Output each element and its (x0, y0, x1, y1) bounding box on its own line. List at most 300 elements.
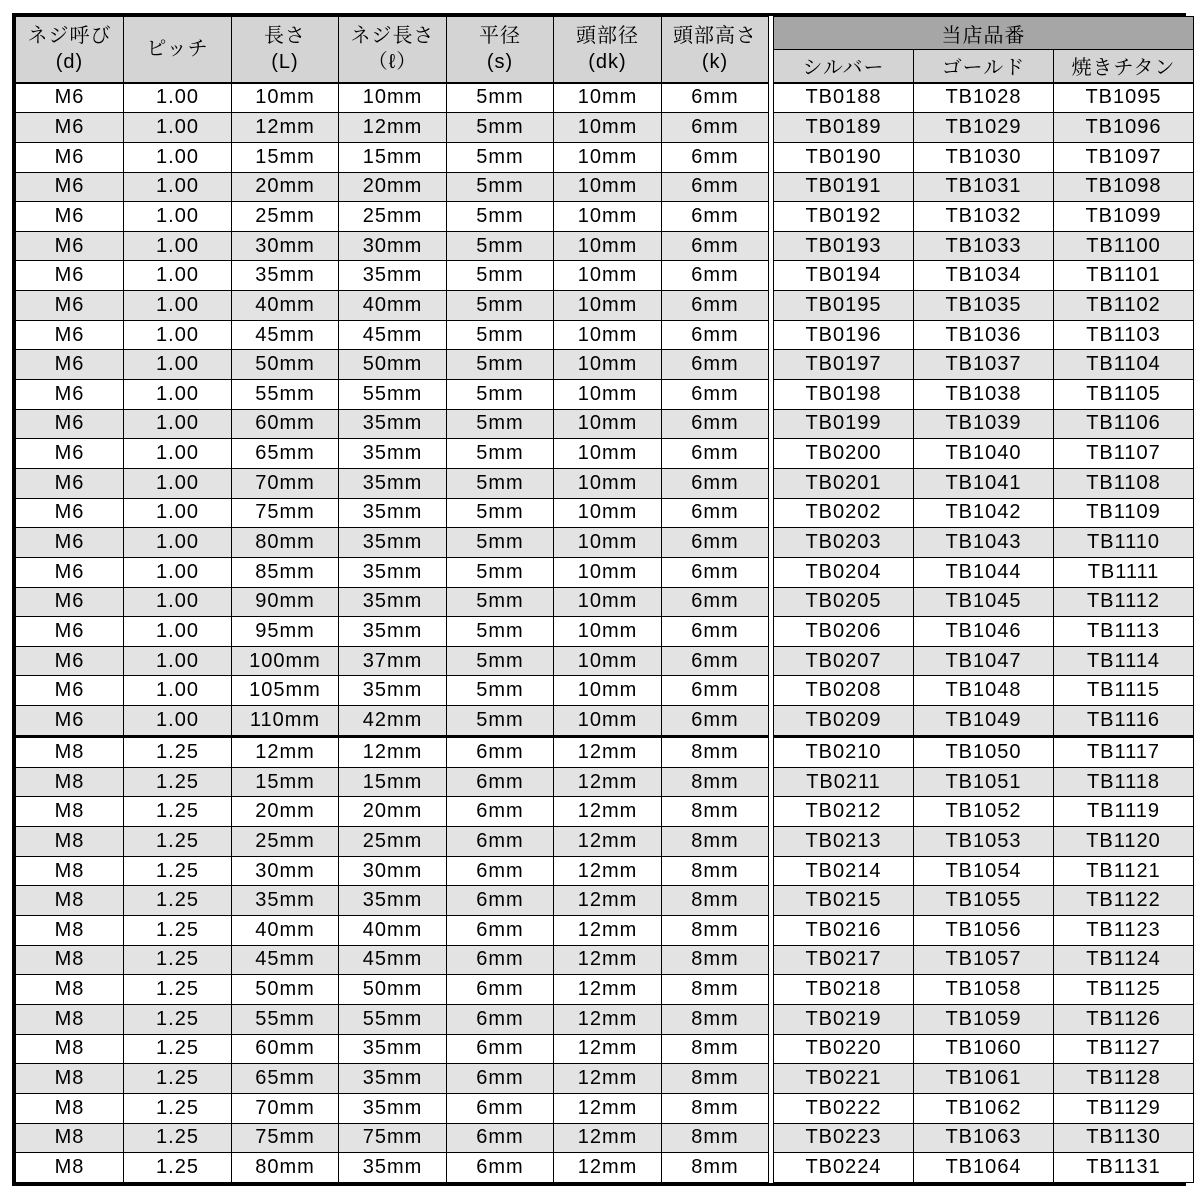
table-cell: 35mm (339, 886, 447, 916)
table-cell: TB1119 (1054, 797, 1194, 827)
table-cell: TB0224 (774, 1153, 914, 1183)
table-cell: 35mm (339, 557, 447, 587)
table-cell: M8 (16, 1064, 124, 1094)
table-cell: M8 (16, 736, 124, 767)
table-cell: 60mm (232, 409, 339, 439)
table-row (16, 676, 1194, 706)
table-cell: M6 (16, 617, 124, 647)
table-cell: 35mm (339, 1153, 447, 1183)
table-row (16, 975, 1194, 1005)
table-cell: 8mm (662, 827, 769, 857)
table-cell: TB1105 (1054, 380, 1194, 410)
table-cell: M6 (16, 83, 124, 113)
table-cell: TB1028 (914, 83, 1054, 113)
table-cell: TB1123 (1054, 916, 1194, 946)
table-cell: 8mm (662, 1123, 769, 1153)
table-cell: TB1130 (1054, 1123, 1194, 1153)
table-cell: TB0200 (774, 439, 914, 469)
header-label: 頭部高さ (673, 25, 757, 48)
table-cell: 1.00 (124, 320, 232, 350)
table-row (16, 1064, 1194, 1094)
table-cell: TB1064 (914, 1153, 1054, 1183)
table-cell: TB0189 (774, 113, 914, 143)
table-cell: 1.00 (124, 646, 232, 676)
table-cell: TB1054 (914, 856, 1054, 886)
table-row (16, 557, 1194, 587)
table-cell: TB1118 (1054, 767, 1194, 797)
table-row (16, 767, 1194, 797)
table-cell: 12mm (554, 1123, 662, 1153)
table-cell: 105mm (232, 676, 339, 706)
table-cell: M8 (16, 975, 124, 1005)
table-cell: 12mm (554, 1064, 662, 1094)
table-cell: TB0222 (774, 1093, 914, 1123)
header-label: 長さ (264, 25, 306, 48)
table-cell: M6 (16, 380, 124, 410)
table-cell: 1.00 (124, 528, 232, 558)
table-cell: M8 (16, 945, 124, 975)
table-cell: M8 (16, 1153, 124, 1183)
table-cell: 5mm (447, 113, 554, 143)
table-cell: 6mm (662, 320, 769, 350)
table-cell: 6mm (447, 1004, 554, 1034)
table-cell: 12mm (554, 945, 662, 975)
table-cell: 8mm (662, 886, 769, 916)
table-cell: 45mm (232, 945, 339, 975)
table-cell: TB1056 (914, 916, 1054, 946)
table-row (16, 856, 1194, 886)
table-cell: 6mm (447, 736, 554, 767)
table-cell: 95mm (232, 617, 339, 647)
table-cell: 12mm (339, 113, 447, 143)
table-cell: 30mm (232, 231, 339, 261)
table-row (16, 1123, 1194, 1153)
table-cell: 6mm (662, 498, 769, 528)
table-cell: TB1100 (1054, 231, 1194, 261)
table-row (16, 172, 1194, 202)
table-cell: 110mm (232, 706, 339, 737)
table-cell: TB1031 (914, 172, 1054, 202)
table-cell: 8mm (662, 945, 769, 975)
table-cell: 5mm (447, 646, 554, 676)
table-cell: 12mm (554, 827, 662, 857)
table-cell: TB1102 (1054, 291, 1194, 321)
table-cell: 15mm (339, 767, 447, 797)
header-label: ネジ長さ (350, 25, 435, 48)
table-cell: 12mm (554, 1034, 662, 1064)
table-cell: TB1095 (1054, 83, 1194, 113)
table-cell: 10mm (232, 83, 339, 113)
table-cell: 5mm (447, 617, 554, 647)
table-cell: TB1121 (1054, 856, 1194, 886)
table-cell: 30mm (232, 856, 339, 886)
table-cell: TB0212 (774, 797, 914, 827)
header-silver: シルバー (774, 50, 914, 83)
table-cell: 65mm (232, 1064, 339, 1094)
table-cell: 12mm (232, 736, 339, 767)
table-cell: 5mm (447, 291, 554, 321)
table-cell: M6 (16, 498, 124, 528)
table-cell: TB1111 (1054, 557, 1194, 587)
header-sub-label: （ℓ） (367, 51, 418, 74)
table-cell: 35mm (339, 617, 447, 647)
table-cell: 45mm (339, 320, 447, 350)
header-burnt-titanium: 焼きチタン (1054, 50, 1194, 83)
table-cell: 6mm (662, 291, 769, 321)
table-cell: 35mm (339, 587, 447, 617)
table-cell: TB0201 (774, 468, 914, 498)
table-cell: 40mm (339, 291, 447, 321)
table-cell: TB1131 (1054, 1153, 1194, 1183)
table-cell: 6mm (662, 142, 769, 172)
table-cell: TB0197 (774, 350, 914, 380)
table-cell: M8 (16, 827, 124, 857)
spec-table-container (12, 13, 1186, 1186)
header-sub-label: (dk) (588, 51, 627, 74)
table-cell: TB0202 (774, 498, 914, 528)
table-cell: 35mm (339, 261, 447, 291)
table-cell: 1.00 (124, 291, 232, 321)
table-cell: TB1126 (1054, 1004, 1194, 1034)
table-cell: 12mm (554, 767, 662, 797)
table-cell: 55mm (232, 1004, 339, 1034)
table-cell: 1.25 (124, 975, 232, 1005)
table-cell: 12mm (554, 1153, 662, 1183)
table-cell: TB0194 (774, 261, 914, 291)
table-cell: TB1043 (914, 528, 1054, 558)
table-cell: TB0223 (774, 1123, 914, 1153)
table-row (16, 646, 1194, 676)
table-cell: TB0198 (774, 380, 914, 410)
table-cell: 6mm (662, 350, 769, 380)
table-cell: 35mm (232, 261, 339, 291)
table-row (16, 617, 1194, 647)
table-cell: TB1035 (914, 291, 1054, 321)
table-cell: TB0196 (774, 320, 914, 350)
table-cell: 5mm (447, 83, 554, 113)
table-cell: 5mm (447, 706, 554, 737)
table-row (16, 113, 1194, 143)
table-cell: 8mm (662, 736, 769, 767)
table-cell: 1.25 (124, 1064, 232, 1094)
table-cell: 5mm (447, 202, 554, 232)
table-cell: 1.00 (124, 172, 232, 202)
table-cell: TB0220 (774, 1034, 914, 1064)
header-pitch (124, 17, 232, 83)
table-cell: 35mm (339, 498, 447, 528)
table-cell: TB1107 (1054, 439, 1194, 469)
table-cell: 50mm (232, 975, 339, 1005)
table-cell: 1.00 (124, 587, 232, 617)
table-cell: TB1044 (914, 557, 1054, 587)
table-cell: 1.00 (124, 468, 232, 498)
table-row (16, 350, 1194, 380)
table-cell: M6 (16, 142, 124, 172)
table-cell: 45mm (232, 320, 339, 350)
table-cell: 12mm (554, 975, 662, 1005)
table-cell: 5mm (447, 528, 554, 558)
table-cell: 1.25 (124, 856, 232, 886)
header-thread-length (339, 17, 447, 83)
table-cell: TB1032 (914, 202, 1054, 232)
table-cell: TB0210 (774, 736, 914, 767)
table-cell: 10mm (554, 350, 662, 380)
table-cell: TB0209 (774, 706, 914, 737)
table-row (16, 142, 1194, 172)
table-cell: 1.00 (124, 676, 232, 706)
table-cell: 8mm (662, 1064, 769, 1094)
table-cell: M8 (16, 1123, 124, 1153)
table-cell: 6mm (662, 83, 769, 113)
table-cell: 35mm (339, 1093, 447, 1123)
table-cell: 5mm (447, 557, 554, 587)
table-cell: 5mm (447, 409, 554, 439)
table-row (16, 202, 1194, 232)
table-cell: 6mm (662, 617, 769, 647)
table-cell: 30mm (339, 856, 447, 886)
table-cell: M8 (16, 916, 124, 946)
table-cell: TB1120 (1054, 827, 1194, 857)
table-cell: TB0213 (774, 827, 914, 857)
table-cell: 6mm (447, 1123, 554, 1153)
table-cell: 15mm (232, 767, 339, 797)
table-cell: 10mm (554, 528, 662, 558)
table-cell: M6 (16, 113, 124, 143)
table-cell: 10mm (554, 498, 662, 528)
table-cell: TB1059 (914, 1004, 1054, 1034)
table-cell: 55mm (339, 1004, 447, 1034)
table-cell: TB1034 (914, 261, 1054, 291)
table-cell: 10mm (554, 409, 662, 439)
table-cell: M6 (16, 676, 124, 706)
table-cell: TB1096 (1054, 113, 1194, 143)
table-cell: 100mm (232, 646, 339, 676)
table-cell: TB1048 (914, 676, 1054, 706)
table-cell: 1.00 (124, 261, 232, 291)
table-cell: TB1104 (1054, 350, 1194, 380)
header-row-main (16, 17, 1194, 50)
table-cell: M6 (16, 261, 124, 291)
header-sub-label: (k) (701, 51, 729, 74)
table-cell: 5mm (447, 172, 554, 202)
table-cell: 1.25 (124, 827, 232, 857)
table-cell: 1.25 (124, 1153, 232, 1183)
table-row (16, 528, 1194, 558)
table-row (16, 83, 1194, 113)
table-cell: TB0208 (774, 676, 914, 706)
table-cell: 6mm (447, 856, 554, 886)
table-cell: 10mm (554, 468, 662, 498)
table-cell: M6 (16, 528, 124, 558)
header-length (232, 17, 339, 83)
table-cell: 1.25 (124, 916, 232, 946)
table-cell: 8mm (662, 1034, 769, 1064)
table-cell: 35mm (339, 1064, 447, 1094)
table-cell: TB0219 (774, 1004, 914, 1034)
header-flat-width (447, 17, 554, 83)
table-cell: 1.00 (124, 231, 232, 261)
table-cell: 15mm (339, 142, 447, 172)
table-cell: 1.25 (124, 1093, 232, 1123)
table-cell: 5mm (447, 587, 554, 617)
table-cell: 50mm (339, 975, 447, 1005)
table-cell: 45mm (339, 945, 447, 975)
table-cell: 10mm (554, 172, 662, 202)
table-cell: TB1097 (1054, 142, 1194, 172)
table-cell: M8 (16, 767, 124, 797)
table-cell: TB0190 (774, 142, 914, 172)
table-cell: TB0206 (774, 617, 914, 647)
table-cell: 55mm (339, 380, 447, 410)
table-cell: 5mm (447, 320, 554, 350)
table-cell: 65mm (232, 439, 339, 469)
table-cell: 70mm (232, 468, 339, 498)
table-cell: 1.25 (124, 736, 232, 767)
table-cell: 75mm (339, 1123, 447, 1153)
table-cell: 60mm (232, 1034, 339, 1064)
table-cell: 1.25 (124, 1123, 232, 1153)
table-row (16, 261, 1194, 291)
table-cell: 8mm (662, 1093, 769, 1123)
table-row (16, 1153, 1194, 1183)
table-cell: TB1045 (914, 587, 1054, 617)
table-cell: TB1041 (914, 468, 1054, 498)
table-cell: TB0195 (774, 291, 914, 321)
table-cell: 6mm (662, 409, 769, 439)
table-cell: 20mm (339, 172, 447, 202)
table-cell: TB1053 (914, 827, 1054, 857)
table-cell: 40mm (339, 916, 447, 946)
table-cell: TB0217 (774, 945, 914, 975)
table-cell: 10mm (554, 676, 662, 706)
table-row (16, 886, 1194, 916)
table-cell: 10mm (554, 83, 662, 113)
table-cell: TB0203 (774, 528, 914, 558)
table-cell: 6mm (662, 231, 769, 261)
table-cell: TB1029 (914, 113, 1054, 143)
table-cell: M6 (16, 439, 124, 469)
table-cell: 10mm (554, 439, 662, 469)
table-cell: 10mm (554, 706, 662, 737)
table-cell: TB1058 (914, 975, 1054, 1005)
table-cell: 6mm (662, 202, 769, 232)
header-part-number-group: 当店品番 (774, 17, 1194, 50)
table-cell: 80mm (232, 1153, 339, 1183)
table-cell: 12mm (554, 856, 662, 886)
table-cell: TB0188 (774, 83, 914, 113)
table-cell: TB1030 (914, 142, 1054, 172)
table-row (16, 706, 1194, 737)
table-row (16, 231, 1194, 261)
table-cell: TB1124 (1054, 945, 1194, 975)
table-cell: 6mm (447, 945, 554, 975)
table-cell: TB1061 (914, 1064, 1054, 1094)
table-cell: 50mm (232, 350, 339, 380)
table-cell: 1.25 (124, 767, 232, 797)
table-cell: TB1108 (1054, 468, 1194, 498)
table-cell: M6 (16, 172, 124, 202)
header-sub-label: (d) (55, 51, 84, 74)
table-cell: M6 (16, 468, 124, 498)
table-cell: 12mm (554, 1004, 662, 1034)
header-sub-label: (s) (486, 51, 514, 74)
table-cell: TB1127 (1054, 1034, 1194, 1064)
table-cell: TB1040 (914, 439, 1054, 469)
table-cell: 1.00 (124, 350, 232, 380)
table-cell: 1.25 (124, 1004, 232, 1034)
table-cell: 25mm (232, 827, 339, 857)
table-cell: M6 (16, 409, 124, 439)
table-cell: M8 (16, 1004, 124, 1034)
table-cell: 6mm (447, 1153, 554, 1183)
table-cell: 5mm (447, 498, 554, 528)
table-cell: 10mm (554, 113, 662, 143)
table-cell: TB1117 (1054, 736, 1194, 767)
table-cell: M6 (16, 706, 124, 737)
table-cell: 6mm (662, 172, 769, 202)
table-cell: TB0207 (774, 646, 914, 676)
table-cell: M6 (16, 350, 124, 380)
table-cell: M6 (16, 202, 124, 232)
table-cell: 10mm (554, 231, 662, 261)
table-cell: 75mm (232, 498, 339, 528)
table-cell: 5mm (447, 350, 554, 380)
table-cell: TB1113 (1054, 617, 1194, 647)
table-cell: 10mm (554, 291, 662, 321)
table-cell: TB1055 (914, 886, 1054, 916)
table-cell: TB1036 (914, 320, 1054, 350)
header-gold: ゴールド (914, 50, 1054, 83)
table-cell: TB1037 (914, 350, 1054, 380)
table-row (16, 736, 1194, 767)
table-cell: 1.25 (124, 797, 232, 827)
table-cell: 1.00 (124, 409, 232, 439)
header-label: ピッチ (146, 38, 209, 61)
table-cell: TB1109 (1054, 498, 1194, 528)
table-cell: 40mm (232, 916, 339, 946)
table-cell: TB1103 (1054, 320, 1194, 350)
table-row (16, 468, 1194, 498)
table-row (16, 797, 1194, 827)
table-cell: 6mm (447, 916, 554, 946)
table-cell: TB1106 (1054, 409, 1194, 439)
table-cell: 1.25 (124, 886, 232, 916)
table-cell: 30mm (339, 231, 447, 261)
table-cell: 80mm (232, 528, 339, 558)
table-cell: 10mm (554, 202, 662, 232)
table-cell: 6mm (447, 975, 554, 1005)
table-cell: TB1125 (1054, 975, 1194, 1005)
table-cell: TB1042 (914, 498, 1054, 528)
table-cell: 6mm (447, 797, 554, 827)
table-cell: 6mm (662, 528, 769, 558)
table-cell: TB1047 (914, 646, 1054, 676)
table-row (16, 320, 1194, 350)
table-cell: TB0191 (774, 172, 914, 202)
table-row (16, 945, 1194, 975)
table-cell: 35mm (339, 409, 447, 439)
table-cell: 20mm (232, 797, 339, 827)
table-cell: 6mm (447, 827, 554, 857)
table-cell: M6 (16, 320, 124, 350)
table-cell: 6mm (662, 706, 769, 737)
table-cell: TB0215 (774, 886, 914, 916)
table-cell: 8mm (662, 916, 769, 946)
table-cell: 6mm (447, 1064, 554, 1094)
table-cell: TB1110 (1054, 528, 1194, 558)
table-cell: M6 (16, 587, 124, 617)
table-cell: 35mm (339, 528, 447, 558)
